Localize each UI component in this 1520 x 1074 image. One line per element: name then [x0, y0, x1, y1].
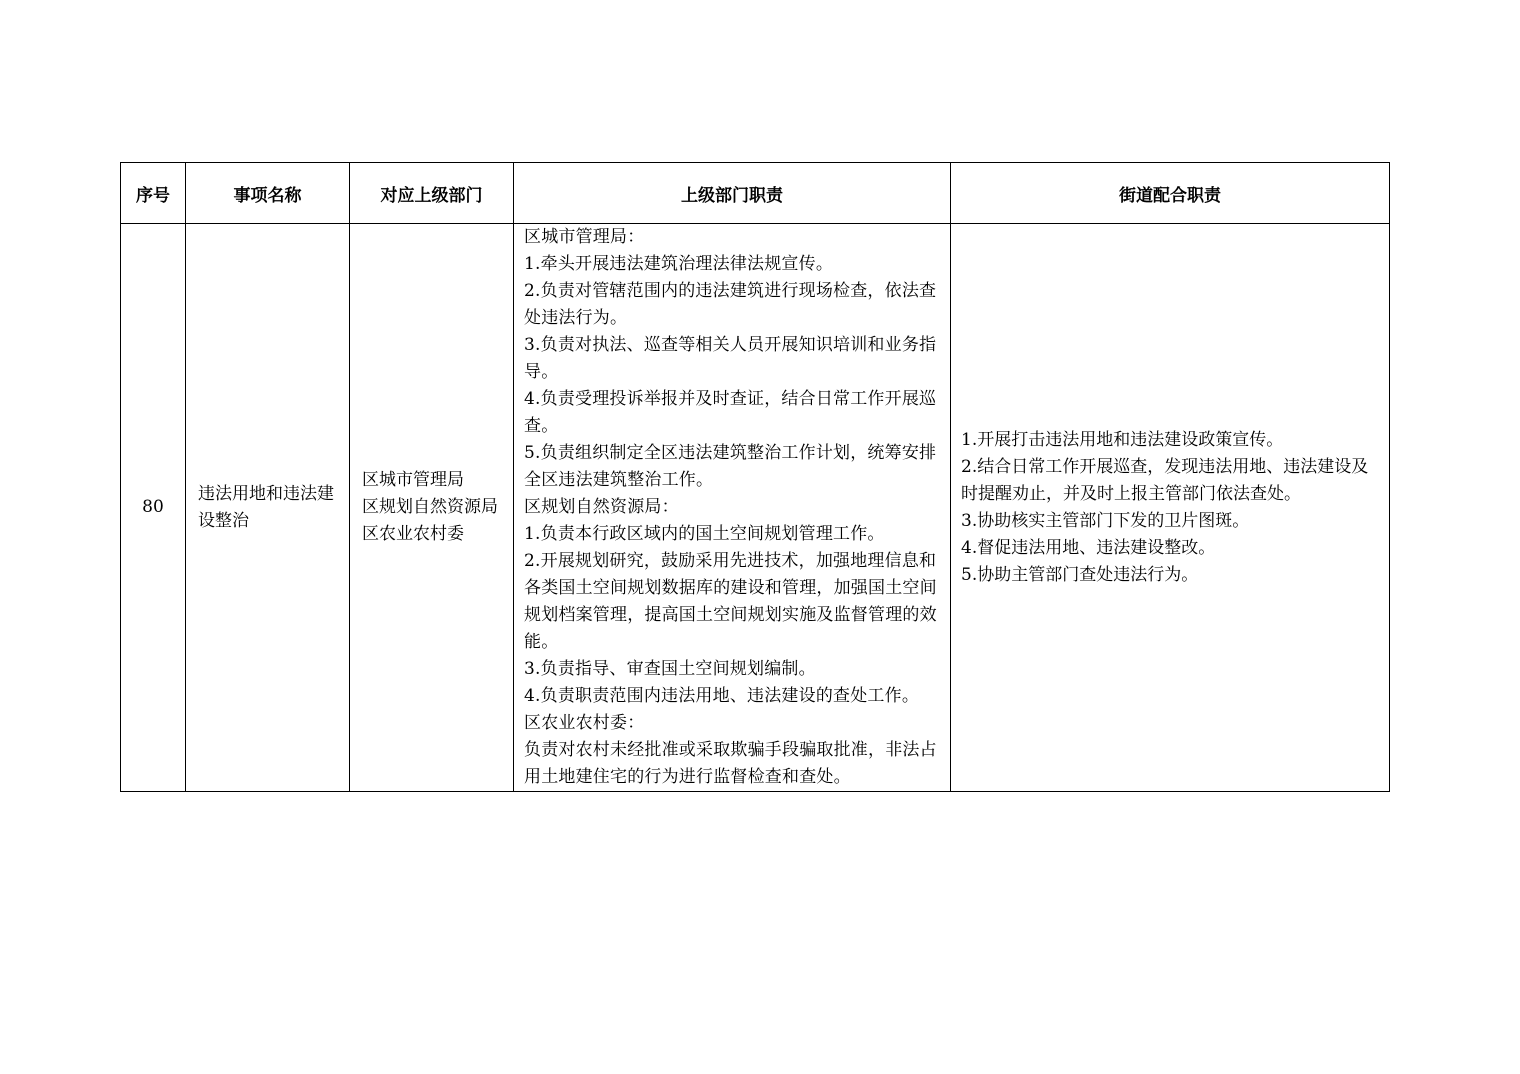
street-duty-item: 1.开展打击违法用地和违法建设政策宣传。 [961, 429, 1284, 450]
department-item: 区规划自然资源局 [362, 497, 498, 517]
header-street-duties: 街道配合职责 [951, 163, 1390, 224]
duties-table [120, 162, 1390, 792]
upper-duty-item: 1.负责本行政区域内的国土空间规划管理工作。 [524, 524, 885, 544]
upper-duty-item: 4.负责受理投诉举报并及时查证，结合日常工作开展巡查。 [524, 389, 937, 436]
header-item-name: 事项名称 [186, 163, 350, 224]
item-name-cell [186, 224, 350, 792]
row-number: 80 [121, 224, 186, 792]
upper-duty-item: 3.负责对执法、巡查等相关人员开展知识培训和业务指导。 [524, 335, 937, 382]
upper-duty-heading: 区农业农村委： [524, 713, 645, 733]
upper-duty-heading: 区规划自然资源局： [524, 497, 679, 517]
header-row [121, 163, 1390, 224]
upper-duty-item: 3.负责指导、审查国土空间规划编制。 [524, 659, 816, 679]
upper-duty-heading: 区城市管理局： [524, 227, 645, 247]
upper-duty-item: 负责对农村未经批准或采取欺骗手段骗取批准，非法占用土地建住宅的行为进行监督检查和查处。 [524, 740, 937, 787]
header-upper-duties: 上级部门职责 [514, 163, 951, 224]
upper-duty-item: 4.负责职责范围内违法用地、违法建设的查处工作。 [524, 686, 920, 706]
department-cell [350, 224, 514, 792]
department-item: 区农业农村委 [362, 524, 464, 544]
street-duty-item: 4.督促违法用地、违法建设整改。 [961, 537, 1216, 558]
upper-duty-item: 2.开展规划研究，鼓励采用先进技术，加强地理信息和各类国土空间规划数据库的建设和管理，加强国土空间规划档案管理，提高国土空间规划实施及监督管理的效能。 [524, 551, 937, 652]
item-name: 违法用地和违法建设整治 [198, 483, 334, 531]
upper-duty-item: 1.牵头开展违法建筑治理法律法规宣传。 [524, 254, 834, 274]
upper-duty-item: 5.负责组织制定全区违法建筑整治工作计划，统筹安排全区违法建筑整治工作。 [524, 443, 937, 490]
upper-duty-item: 2.负责对管辖范围内的违法建筑进行现场检查，依法查处违法行为。 [524, 281, 937, 328]
table-row [121, 224, 1390, 792]
street-duty-item: 2.结合日常工作开展巡查，发现违法用地、违法建设及时提醒劝止，并及时上报主管部门依法查处。 [961, 456, 1369, 504]
header-department: 对应上级部门 [350, 163, 514, 224]
street-duty-item: 5.协助主管部门查处违法行为。 [961, 564, 1199, 585]
header-no: 序号 [121, 163, 186, 224]
department-item: 区城市管理局 [362, 470, 464, 490]
document-sheet [120, 162, 1389, 792]
street-duties-cell [951, 224, 1390, 792]
upper-duties-cell [514, 224, 951, 792]
street-duty-item: 3.协助核实主管部门下发的卫片图斑。 [961, 510, 1250, 531]
